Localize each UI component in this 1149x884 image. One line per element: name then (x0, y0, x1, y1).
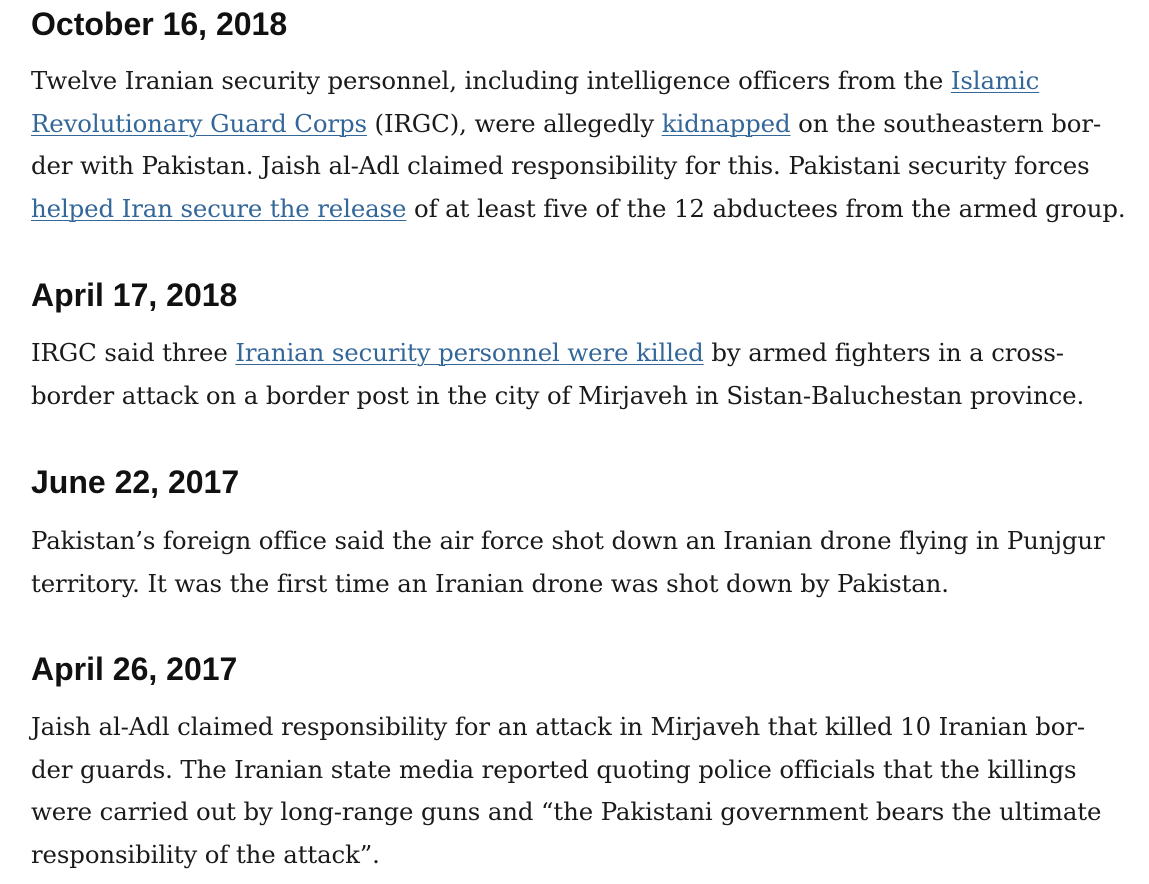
link-helped-iran-secure-release[interactable]: helped Iran secure the release (31, 193, 407, 223)
entry-text-segment: Twelve Iranian security personnel, including intelligence officers from the (31, 66, 951, 95)
entry-text-segment: territory. It was the first time an Iranian drone was shot down by Pakistan. (31, 568, 949, 598)
entry-text-segment: Jaish al-Adl claimed responsibility for an attack in Mirjaveh that killed 10 Iranian bor- (31, 712, 1085, 741)
entry-text-segment: by armed fighters in a cross- (703, 338, 1064, 367)
entry-text-segment: were carried out by long-range guns and “the Pakistani government bears the ultimate (31, 797, 1102, 826)
entry-text-segment: (IRGC), were allegedly (366, 108, 662, 138)
entry-text-segment: Pakistan’s foreign office said the air force shot down an Iranian drone flying in Punjgur (31, 526, 1105, 555)
entry-text-segment: IRGC said three (31, 338, 236, 367)
entry-text-segment: border attack on a border post in the city of Mirjaveh in Sistan-Baluchestan province. (31, 380, 1085, 410)
entry-paragraph (31, 520, 1105, 605)
entry-paragraph (31, 332, 1084, 417)
entry-text-segment: der guards. The Iranian state media reported quoting police officials that the killings (31, 754, 1077, 784)
entry-date: April 26, 2017 (31, 651, 238, 687)
entry-date: June 22, 2017 (31, 464, 240, 500)
entry-text-segment: of at least five of the 12 abductees from the armed group. (406, 193, 1126, 223)
link-iranian-security-personnel-killed[interactable]: Iranian security personnel were killed (235, 338, 704, 367)
entry-text-segment: responsibility of the attack”. (31, 839, 380, 869)
entry-paragraph (31, 706, 1101, 876)
link-kidnapped[interactable]: kidnapped (661, 108, 791, 138)
link-islamic[interactable]: Islamic (950, 66, 1040, 95)
entry-date: April 17, 2018 (31, 277, 238, 313)
entry-text-segment: on the southeastern bor- (790, 108, 1102, 138)
entry-date: October 16, 2018 (31, 6, 288, 42)
link-revolutionary-guard-corps[interactable]: Revolutionary Guard Corps (31, 108, 367, 138)
entry-paragraph (31, 60, 1126, 230)
entry-text-segment: der with Pakistan. Jaish al-Adl claimed responsibility for this. Pakistani security forces (31, 151, 1090, 180)
